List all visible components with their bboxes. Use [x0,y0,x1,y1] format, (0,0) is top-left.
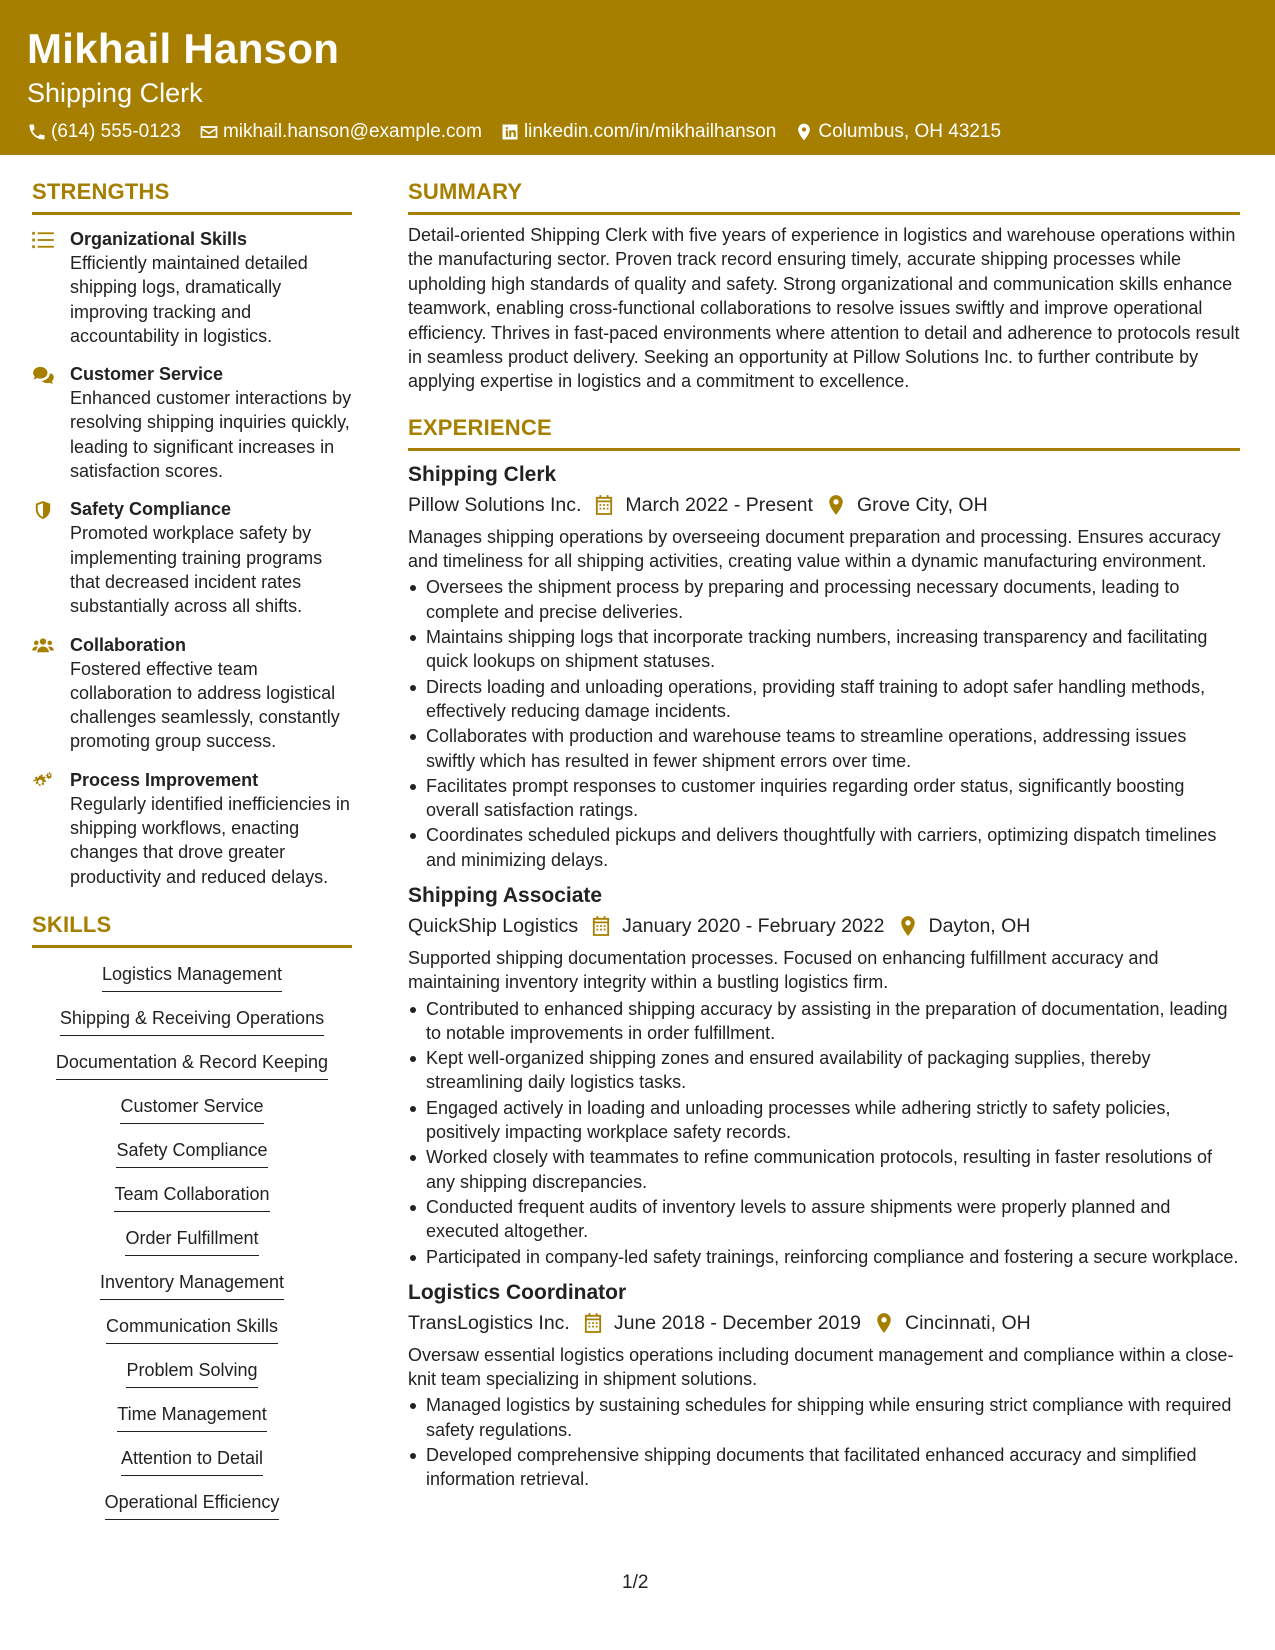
job-bullets [408,997,1240,1269]
job-title: Shipping Clerk [408,462,557,486]
phone-icon [27,122,47,142]
strength-desc: Enhanced customer interactions by resolving shipping inquiries quickly, leading to significant increases in satisfaction scores. [70,388,352,482]
job-bullet: Kept well-organized shipping zones and ensured availability of packaging supplies, thereby streamlining daily logistics tasks. [408,1046,1240,1095]
job-bullets [408,1393,1240,1491]
calendar-icon [584,1313,602,1333]
experience-section [408,414,1240,1492]
job-bullet: Developed comprehensive shipping documents that facilitated enhanced accuracy and simplified information retrieval. [408,1443,1240,1492]
linkedin-icon [500,122,520,142]
job-bullet: Facilitates prompt responses to customer inquiries regarding order status, significantly boosting overall satisfaction ratings. [408,774,1240,823]
job-entry [408,461,1240,872]
job-title: Shipping Associate [408,884,603,907]
strengths-section [32,178,352,889]
experience-heading: EXPERIENCE [408,414,1240,451]
skill-tag: Order Fulfillment [125,1226,258,1256]
strength-item [32,362,352,483]
job-title: Logistics Coordinator [408,1280,627,1304]
map-pin-icon [794,122,814,142]
contact-linkedin[interactable] [500,120,776,144]
left-column [32,178,352,1534]
job-bullet: Coordinates scheduled pickups and delivers thoughtfully with carriers, optimizing dispatch timelines and minimizing delays. [408,823,1240,872]
skills-heading: SKILLS [32,911,352,948]
skill-tag: Customer Service [120,1094,263,1124]
skill-tag: Inventory Management [100,1270,284,1300]
skills-section [32,911,352,1534]
job-location: Dayton, OH [928,915,1031,937]
job-company: TransLogistics Inc. [408,1311,570,1334]
job-location: Grove City, OH [856,493,988,516]
strength-item [32,497,352,618]
job-description: Oversaw essential logistics operations including document management and compliance within a close-knit team specializing in shipment solutions. [408,1344,1234,1390]
job-entry [408,1279,1240,1492]
skill-tag: Safety Compliance [116,1138,267,1168]
strength-title: Safety Compliance [70,499,232,520]
job-location: Cincinnati, OH [905,1311,1031,1334]
contact-phone [27,120,181,144]
job-meta [408,1309,1240,1337]
job-bullet: Directs loading and unloading operations, providing staff training to adopt safer handling methods, effectively reducing damage incidents. [408,675,1240,724]
job-meta [408,912,1240,940]
linkedin-link[interactable]: linkedin.com/in/mikhailhanson [523,121,777,142]
job-bullets [408,575,1240,872]
job-bullet: Oversees the shipment process by preparing and processing necessary documents, leading to complete and precise deliveries. [408,575,1240,624]
job-bullet: Conducted frequent audits of inventory levels to assure shipments were properly planned and executed altogether. [408,1195,1240,1244]
calendar-icon [595,495,613,515]
map-pin-icon [827,495,845,515]
strength-item [32,768,352,889]
contact-email[interactable] [199,120,482,144]
job-description: Manages shipping operations by overseeing document preparation and processing. Ensures accuracy and timeliness for all shipping activities, creating value within a dynamic manufacturing environment. [408,526,1221,572]
strength-desc: Regularly identified inefficiencies in shipping workflows, enacting changes that drove greater productivity and reduced delays. [70,793,350,887]
skill-tag: Attention to Detail [121,1446,263,1476]
strength-item [32,227,352,348]
strengths-list [32,227,352,889]
job-bullet: Contributed to enhanced shipping accuracy by assisting in the preparation of documentation, leading to notable improvements in order fulfillment. [408,997,1240,1046]
job-bullet: Collaborates with production and warehouse teams to streamline operations, addressing issues swiftly which has resulted in fewer shipment errors over time. [408,724,1240,773]
summary-text: Detail-oriented Shipping Clerk with five years of experience in logistics and warehouse operations within the manufacturing sector. Proven track record ensuring timely, accurate shipping processes while upholding high standards of quality and safety. Strong organizational and communication skills enhance teamwork, enabling cross-functional collaborations to resolve issues swiftly and improve operational efficiency. Thrives in fast-paced environments where attention to detail and adherence to protocols result in seamless product delivery. Seeking an opportunity at Pillow Solutions Inc. to further contribute by applying expertise in logistics and a commitment to excellence. [408,225,1240,392]
job-dates: March 2022 - Present [625,493,813,516]
job-bullet: Participated in company-led safety trainings, reinforcing compliance and fostering a secure workplace. [408,1245,1240,1269]
strength-desc: Fostered effective team collaboration to address logistical challenges seamlessly, constantly promoting group success. [70,658,340,752]
job-bullet: Engaged actively in loading and unloading processes while adhering strictly to safety policies, positively impacting workplace safety records. [408,1096,1240,1145]
strength-item [32,633,352,754]
strength-desc: Efficiently maintained detailed shipping logs, dramatically improving tracking and accountability in logistics. [70,253,308,346]
comments-icon [32,366,54,384]
skills-list [32,962,352,1534]
job-entry [408,882,1240,1269]
job-description: Supported shipping documentation processes. Focused on enhancing fulfillment accuracy and maintaining inventory integrity within a bustling logistics firm. [408,948,1159,993]
summary-heading: SUMMARY [408,178,1240,215]
job-dates: June 2018 - December 2019 [613,1311,862,1334]
job-company: Pillow Solutions Inc. [408,493,582,516]
phone-text: (614) 555-0123 [51,121,181,142]
job-dates: January 2020 - February 2022 [622,915,885,937]
page-number: 1/2 [622,1572,649,1593]
candidate-role: Shipping Clerk [27,78,203,108]
contact-location [794,120,1001,144]
envelope-icon [199,122,219,142]
gears-icon [32,772,54,790]
contact-bar [27,120,1248,144]
strength-title: Customer Service [70,364,224,385]
list-icon [32,231,54,249]
skill-tag: Communication Skills [106,1314,278,1344]
location-text: Columbus, OH 43215 [818,121,1002,142]
calendar-icon [592,916,610,936]
summary-section [408,178,1240,394]
strength-title: Organizational Skills [70,229,248,249]
skill-tag: Documentation & Record Keeping [56,1050,328,1080]
shield-icon [32,501,54,519]
job-bullet: Managed logistics by sustaining schedules for shipping while ensuring strict compliance with required safety regulations. [408,1393,1240,1442]
users-icon [32,637,54,655]
skill-tag: Problem Solving [126,1358,257,1388]
skill-tag: Logistics Management [102,962,282,992]
job-company: QuickShip Logistics [408,915,579,937]
map-pin-icon [875,1313,893,1333]
resume-header [0,0,1275,155]
job-bullet: Maintains shipping logs that incorporate tracking numbers, increasing transparency and facilitating quick lookups on shipment statuses. [408,625,1240,674]
email-link[interactable]: mikhail.hanson@example.com [222,121,482,142]
job-meta [408,491,1240,519]
strength-desc: Promoted workplace safety by implementing training programs that decreased incident rates substantially across all shifts. [70,523,323,617]
skill-tag: Time Management [117,1402,266,1432]
skill-tag: Operational Efficiency [105,1490,280,1520]
strength-title: Collaboration [70,634,186,655]
job-bullet: Worked closely with teammates to refine communication protocols, resulting in faster resolutions of any shipping discrepancies. [408,1145,1240,1194]
candidate-name: Mikhail Hanson [27,25,340,72]
strengths-heading: STRENGTHS [32,178,352,215]
skill-tag: Team Collaboration [114,1182,269,1212]
skill-tag: Shipping & Receiving Operations [60,1006,324,1036]
map-pin-icon [899,916,917,936]
strength-title: Process Improvement [70,769,259,790]
right-column [408,178,1240,1493]
